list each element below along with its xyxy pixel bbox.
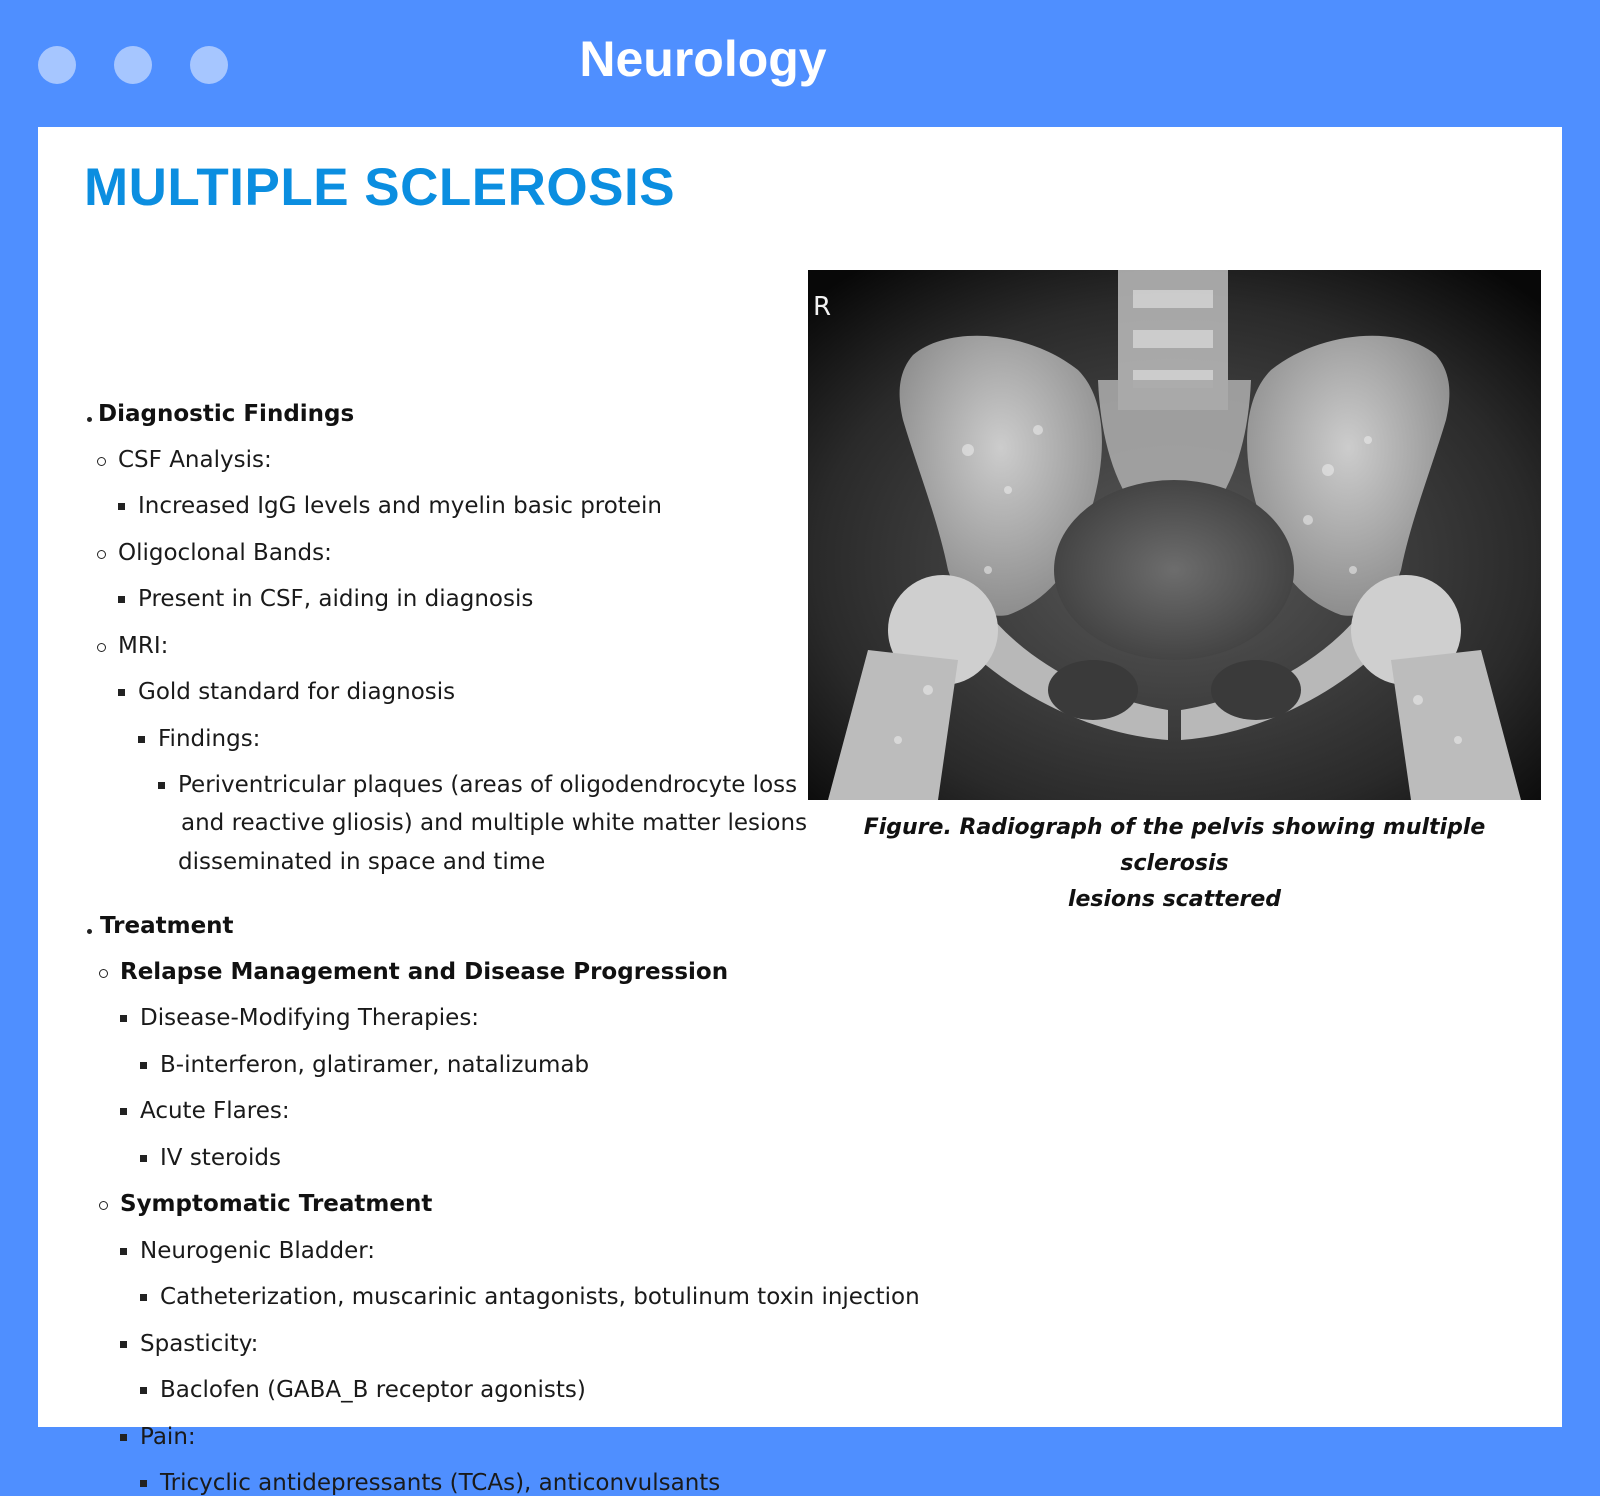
findings-line-3: disseminated in space and time xyxy=(178,849,546,875)
acute-detail: IV steroids xyxy=(160,1145,281,1171)
radiograph-marker: R xyxy=(813,292,832,322)
bladder-detail: Catheterization, muscarinic antagonists, botulinum toxin injection xyxy=(160,1284,920,1310)
caption-line-2: lesions scattered xyxy=(1067,887,1282,912)
page-title: MULTIPLE SCLEROSIS xyxy=(84,158,676,217)
bullet-circle-icon xyxy=(97,550,106,559)
pelvis-radiograph-drawing xyxy=(808,270,1541,800)
relapse-heading: Relapse Management and Disease Progression xyxy=(120,959,729,985)
figure-caption xyxy=(828,810,1521,918)
bands-detail: Present in CSF, aiding in diagnosis xyxy=(138,586,534,612)
section-heading-diagnostic: Diagnostic Findings xyxy=(98,401,355,427)
findings-line-2: and reactive gliosis) and multiple white matter lesions xyxy=(181,810,808,836)
bullet-square-icon xyxy=(120,1108,127,1115)
csf-detail: Increased IgG levels and myelin basic protein xyxy=(138,493,662,519)
pelvis-radiograph xyxy=(808,270,1541,800)
findings-label: Findings: xyxy=(158,726,261,752)
bullet-circle-icon xyxy=(99,1201,108,1210)
bullet-dot-icon xyxy=(87,929,92,934)
pain-detail: Tricyclic antidepressants (TCAs), anticonvulsants xyxy=(160,1470,721,1496)
section-heading-treatment: Treatment xyxy=(100,913,234,939)
spasticity-detail: Baclofen (GABA_B receptor agonists) xyxy=(160,1377,586,1403)
bullet-circle-icon xyxy=(97,643,106,652)
bullet-square-icon xyxy=(138,736,145,743)
bladder-label: Neurogenic Bladder: xyxy=(140,1238,376,1264)
bullet-square-icon xyxy=(118,596,125,603)
bullet-circle-icon xyxy=(97,457,106,466)
dmt-label: Disease-Modifying Therapies: xyxy=(140,1005,480,1031)
symptomatic-heading: Symptomatic Treatment xyxy=(120,1191,433,1217)
csf-label: CSF Analysis: xyxy=(118,447,272,473)
findings-line-1: Periventricular plaques (areas of oligodendrocyte loss xyxy=(178,772,798,798)
bullet-square-icon xyxy=(118,503,125,510)
bullet-square-icon xyxy=(140,1294,147,1301)
window-titlebar xyxy=(0,0,1600,127)
pain-label: Pain: xyxy=(140,1424,196,1450)
mri-label: MRI: xyxy=(118,633,169,659)
bullet-square-icon xyxy=(140,1480,147,1487)
mri-detail: Gold standard for diagnosis xyxy=(138,679,456,705)
bullet-square-icon xyxy=(140,1062,147,1069)
bullet-square-icon xyxy=(118,689,125,696)
acute-label: Acute Flares: xyxy=(140,1098,290,1124)
bullet-dot-icon xyxy=(87,417,92,422)
content-panel xyxy=(38,127,1562,1496)
bullet-square-icon xyxy=(120,1015,127,1022)
dmt-detail: B-interferon, glatiramer, natalizumab xyxy=(160,1052,590,1078)
bullet-circle-icon xyxy=(99,969,108,978)
bands-label: Oligoclonal Bands: xyxy=(118,540,332,566)
bullet-square-icon xyxy=(120,1248,127,1255)
bullet-square-icon xyxy=(140,1155,147,1162)
bullet-square-icon xyxy=(120,1341,127,1348)
bullet-square-icon xyxy=(158,782,165,789)
window-title: Neurology xyxy=(579,31,827,87)
bullet-square-icon xyxy=(140,1387,147,1394)
spasticity-label: Spasticity: xyxy=(140,1331,259,1357)
caption-line-1: Figure. Radiograph of the pelvis showing multiple sclerosis xyxy=(863,815,1486,876)
window-footer xyxy=(0,1427,1600,1463)
